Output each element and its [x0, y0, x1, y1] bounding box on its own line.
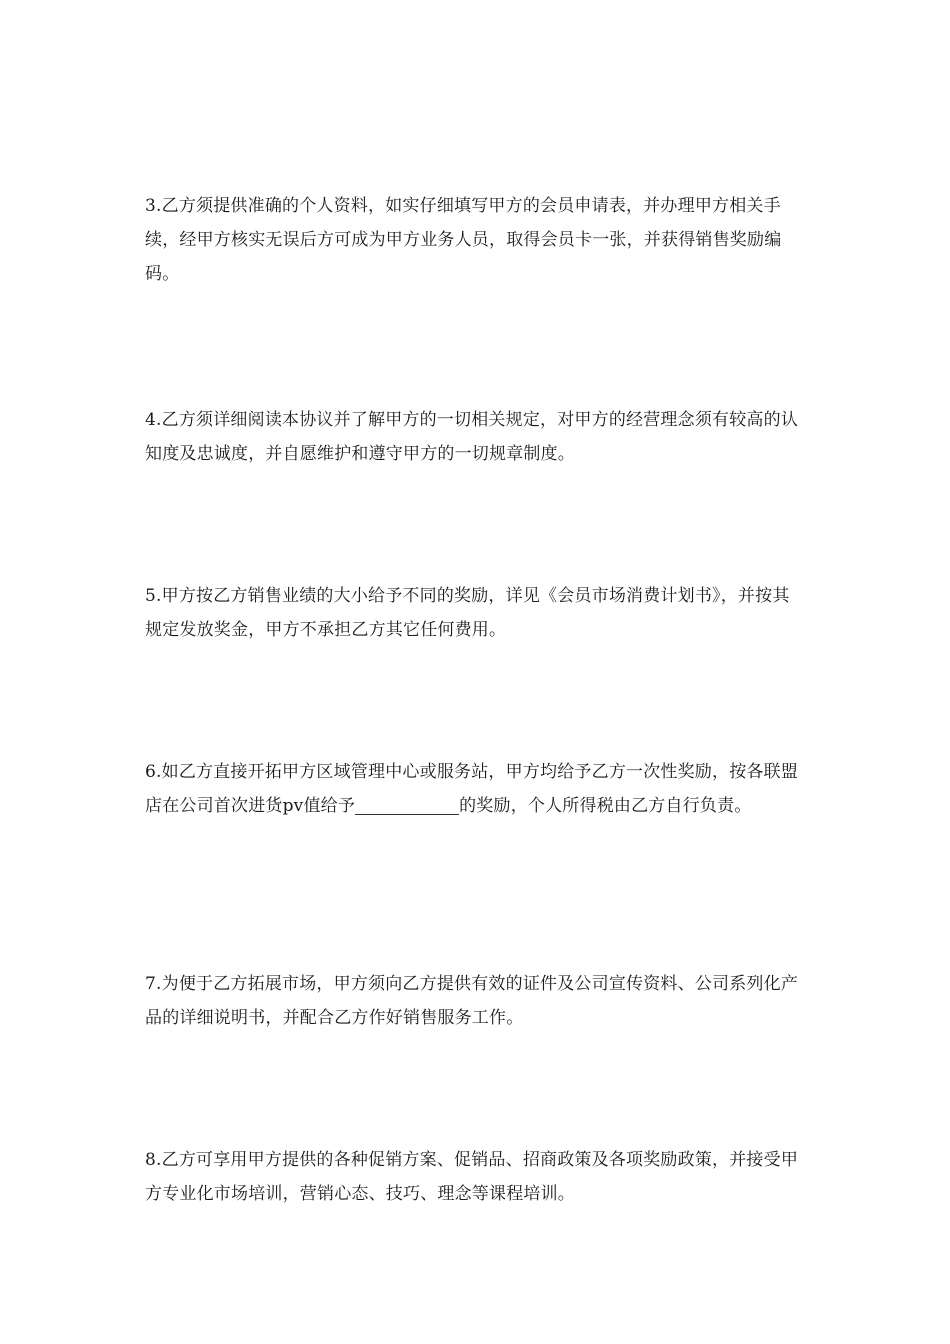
clause-4: 4.乙方须详细阅读本协议并了解甲方的一切相关规定，对甲方的经营理念须有较高的认知度及忠诚度，并自愿维护和遵守甲方的一切规章制度。: [145, 410, 799, 464]
clause-7: 7.为便于乙方拓展市场，甲方须向乙方提供有效的证件及公司宣传资料、公司系列化产品的详细说明书，并配合乙方作好销售服务工作。: [145, 974, 799, 1028]
clause-6-text-before: 6.如乙方直接开拓甲方区域管理中心或服务站，甲方均给予乙方一次性奖励，按各联盟店在公司首次进货pv值给予: [145, 762, 799, 816]
clause-8: 8.乙方可享用甲方提供的各种促销方案、促销品、招商政策及各项奖励政策，并接受甲方专业化市场培训，营销心态、技巧、理念等课程培训。: [145, 1150, 799, 1204]
clause-6-text-after: 的奖励，个人所得税由乙方自行负责。: [459, 796, 752, 816]
clause-6: [145, 755, 805, 823]
clause-3: 3.乙方须提供准确的个人资料，如实仔细填写甲方的会员申请表，并办理甲方相关手续，经甲方核实无误后方可成为甲方业务人员，取得会员卡一张，并获得销售奖励编码。: [145, 196, 782, 284]
fill-in-blank: [355, 794, 459, 815]
clause-5: 5.甲方按乙方销售业绩的大小给予不同的奖励，详见《会员市场消费计划书》，并按其规定发放奖金，甲方不承担乙方其它任何费用。: [145, 586, 790, 640]
